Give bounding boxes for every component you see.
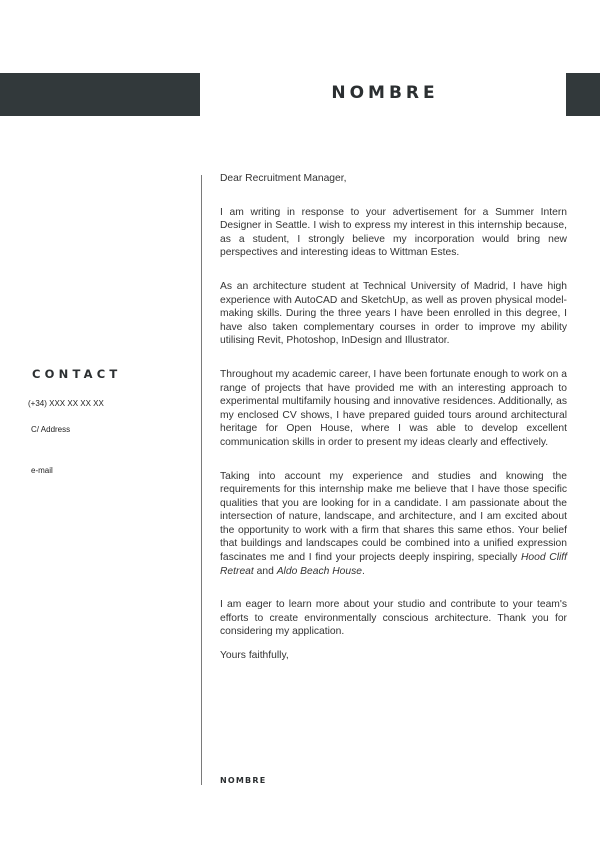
paragraph-4-end: . [361, 565, 365, 577]
contact-heading: CONTACT [32, 367, 122, 381]
paragraph-4 [220, 470, 567, 579]
contact-phone: (+34) XXX XX XX XX [28, 399, 104, 408]
page-title: NOMBRE [331, 83, 439, 103]
header-bar-right [566, 73, 600, 116]
paragraph-5: I am eager to learn more about your studio and contribute to your team's efforts to create environmentally conscious architecture. Thank you for considering my application. [220, 599, 567, 638]
closing: Yours faithfully, [220, 650, 289, 662]
divider-line [201, 175, 202, 785]
letter-body [220, 172, 567, 663]
signature: NOMBRE [220, 776, 267, 785]
paragraph-3: Throughout my academic career, I have been fortunate enough to work on a range of projects that have provided me with an interesting approach to experimental multifamily housing and innovative residences. Additionally, as my enclosed CV shows, I have prepared guided tours around architectural heritage for Open House, where I was able to develop excellent communication skills in order to present my ideas clearly and effectively. [220, 368, 567, 448]
contact-address: C/ Address [31, 425, 71, 434]
project-aldo-beach: Aldo Beach House [276, 565, 362, 577]
project-hood-cliff: Hood Cliff Retreat [220, 552, 567, 577]
paragraph-4-text: Taking into account my experience and studies and knowing the requirements for this internship make me believe that I have those specific qualities that you are looking for in a candidate. I am passionate about the intersection of nature, landscape, and architecture, and I am excited about the opportunity to work with a firm that shares this same ethos. Your belief that buildings and landscapes could be combined into a unified expression fascinates me and I find your projects deeply inspiring, specially [220, 470, 567, 564]
paragraph-4-and: and [253, 565, 277, 577]
paragraph-1: I am writing in response to your advertisement for a Summer Intern Designer in Seattle. I wish to express my interest in this internship because, as a student, I strongly believe my incorporation would bring new perspectives and interesting ideas to Wittman Estes. [220, 206, 567, 259]
paragraph-2: As an architecture student at Technical University of Madrid, I have high experience with AutoCAD and SketchUp, as well as proven physical model-making skills. During the three years I have been enrolled in this degree, I have also taken complementary courses in order to improve my ability utilising Revit, Photoshop, InDesign and Illustrator. [220, 280, 567, 347]
salutation: Dear Recruitment Manager, [220, 173, 347, 184]
header-bar-left [0, 73, 200, 116]
contact-email: e-mail [31, 466, 53, 475]
